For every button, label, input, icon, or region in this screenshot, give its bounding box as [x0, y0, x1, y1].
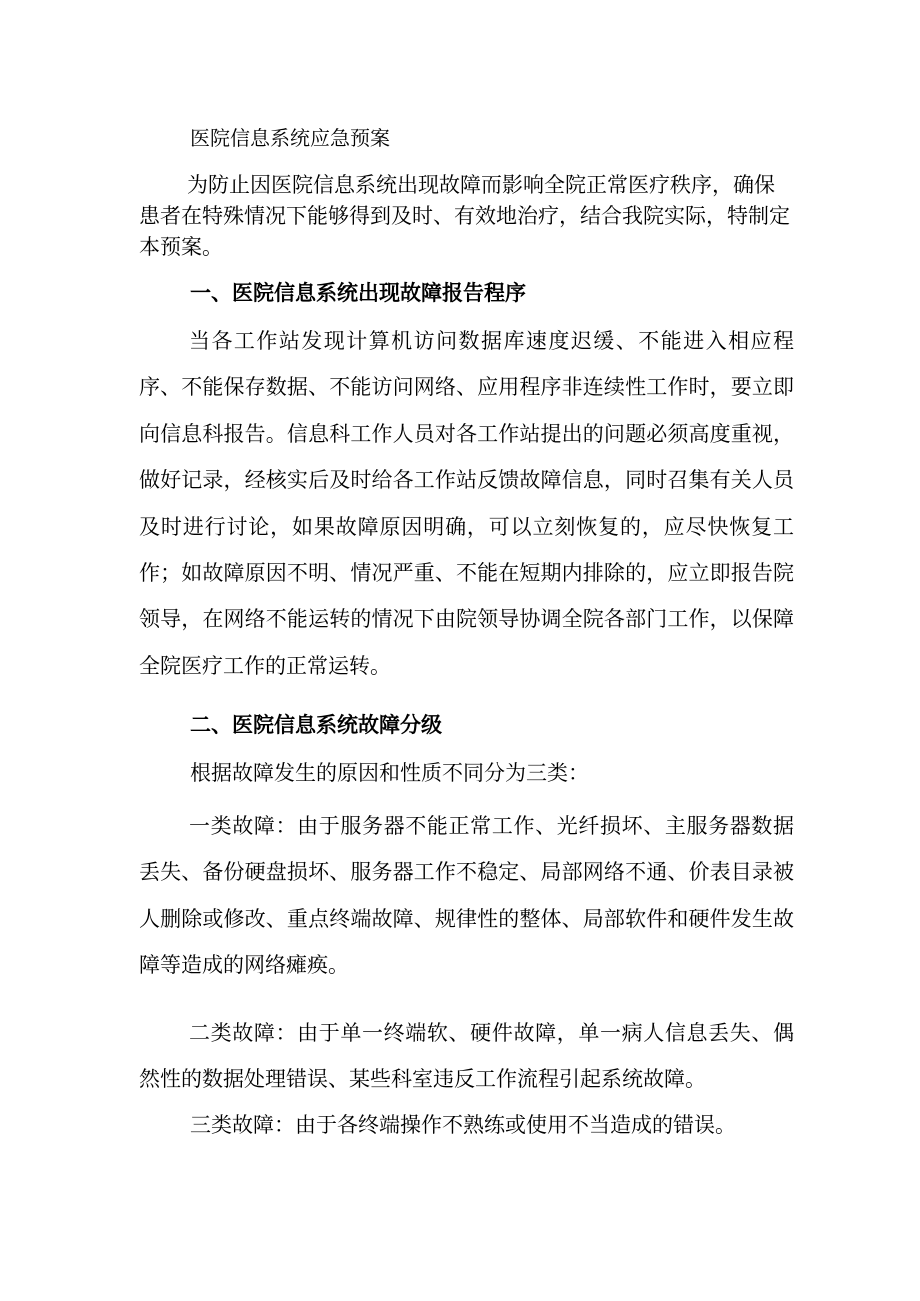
- class3-paragraph: 三类故障：由于各终端操作不熟练或使用不当造成的错误。: [190, 1113, 736, 1137]
- section2-heading: 二、医院信息系统故障分级: [190, 712, 442, 737]
- section1-body: 当各工作站发现计算机访问数据库速度迟缓、不能进入相应程序、不能保存数据、不能访问网络、应用程序非连续性工作时，要立即向信息科报告。信息科工作人员对各工作站提出的问题必须高度重视，做好记录，经核实后及时给各工作站反馈故障信息，同时召集有关人员及时进行讨论，如果故障原因明确，可以立刻恢复的，应尽快恢复工作；如故障原因不明、情况严重、不能在短期内排除的，应立即报告院领导，在网络不能运转的情况下由院领导协调全院各部门工作，以保障全院医疗工作的正常运转。: [139, 329, 794, 678]
- section1-heading: 一、医院信息系统出现故障报告程序: [190, 280, 526, 305]
- class2-paragraph: 二类故障：由于单一终端软、硬件故障，单一病人信息丢失、偶然性的数据处理错误、某些科室违反工作流程引起系统故障。: [139, 1021, 794, 1092]
- section2-lead: 根据故障发生的原因和性质不同分为三类：: [190, 761, 589, 785]
- intro-paragraph: 为防止因医院信息系统出现故障而影响全院正常医疗秩序，确保患者在特殊情况下能够得到及时、有效地治疗，结合我院实际，特制定本预案。: [139, 173, 790, 259]
- class1-paragraph: 一类故障：由于服务器不能正常工作、光纤损坏、主服务器数据丢失、备份硬盘损坏、服务器工作不稳定、局部网络不通、价表目录被人删除或修改、重点终端故障、规律性的整体、局部软件和硬件发生故障等造成的网络瘫痪。: [139, 814, 794, 978]
- document-title: 医院信息系统应急预案: [190, 126, 390, 150]
